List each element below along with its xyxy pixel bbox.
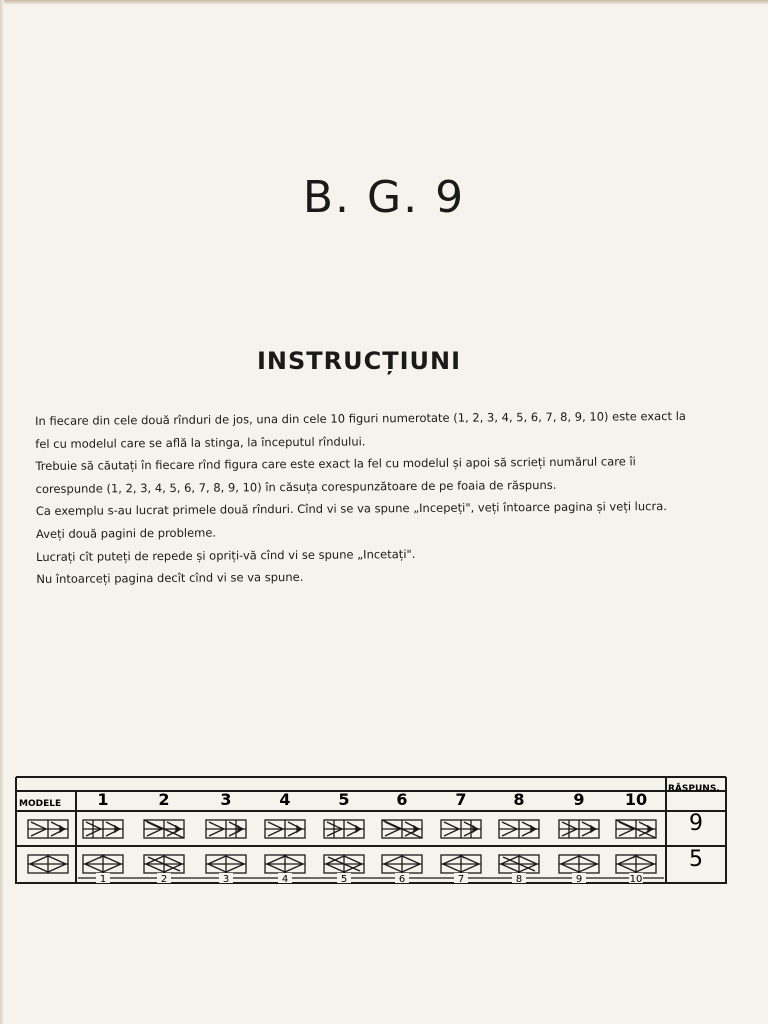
page-title: B. G. 9	[302, 172, 466, 223]
instruction-paragraph: In fiecare din cele două rînduri de jos, una din cele 10 figuri numerotate (1, 2, 3, 4, 5, 6, 7, 8, 9, 10) este exact la fel cu modelul care se află la stinga, la începutul rîndului.	[35, 408, 686, 451]
instruction-paragraph: Lucrați cît puteți de repede și opriți-vă cînd vi se spune „Incetați".	[36, 546, 416, 564]
instructions-heading: INSTRUCȚIUNI	[256, 347, 462, 375]
bottom-number: 8	[515, 874, 523, 884]
column-number: 9	[573, 790, 585, 809]
column-numbers	[97, 790, 647, 809]
triangle-figure-icon	[382, 820, 422, 838]
page-left-edge	[0, 0, 4, 1024]
answer-row-2: 5	[689, 847, 703, 872]
column-number: 5	[338, 790, 350, 809]
instruction-paragraph: Trebuie să căutați în fiecare rînd figura care este exact la fel cu modelul și apoi să scrieți numărul care îi corespunde (1, 2, 3, 4, 5, 6, 7, 8, 9, 10) în căsuța corespunzătoare de pe foaia de răspuns.	[35, 454, 636, 496]
answer-row-1: 9	[689, 811, 703, 836]
bottom-number: 3	[222, 874, 230, 884]
triangle-figure-icon	[441, 820, 481, 838]
answer-label: RĂSPUNS.	[668, 784, 720, 794]
diamond-figure-icon	[441, 855, 481, 873]
bottom-number: 10	[629, 874, 643, 884]
bottom-number: 1	[99, 874, 107, 884]
bottom-number: 5	[340, 874, 348, 884]
triangle-figure-icon	[499, 820, 539, 838]
diamond-figure-icon	[616, 855, 656, 873]
instruction-paragraph: Nu întoarceți pagina decît cînd vi se va spune.	[36, 570, 304, 587]
column-number: 4	[279, 790, 291, 809]
diamond-figure-icon	[28, 855, 68, 873]
diamond-figure-icon	[206, 855, 246, 873]
column-number: 6	[396, 790, 408, 809]
diamond-figure-icon	[382, 855, 422, 873]
diamond-figure-icon	[499, 855, 539, 873]
instruction-paragraph: Ca exemplu s-au lucrat primele două rînduri. Cînd vi se va spune „Incepeți", veți întoarce pagina și veți lucra.	[35, 499, 667, 519]
triangle-figure-icon	[28, 820, 68, 838]
diamond-figure-icon	[265, 855, 305, 873]
triangle-figure-icon	[559, 820, 599, 838]
triangle-figure-icon	[83, 820, 123, 838]
triangle-figure-icon	[265, 820, 305, 838]
page-top-edge	[0, 0, 768, 5]
diamond-figure-icon	[144, 855, 184, 873]
example-table	[15, 776, 727, 884]
column-number: 3	[220, 790, 232, 809]
bottom-number: 6	[398, 874, 406, 884]
triangle-figure-icon	[144, 820, 184, 838]
instructions-text	[35, 405, 696, 591]
column-number: 2	[158, 790, 170, 809]
column-number: 7	[455, 790, 467, 809]
diamond-figure-icon	[324, 855, 364, 873]
bottom-number: 4	[281, 874, 289, 884]
column-number: 8	[513, 790, 525, 809]
column-number: 10	[624, 790, 648, 809]
models-label: MODELE	[19, 799, 62, 809]
column-number: 1	[97, 790, 109, 809]
instruction-paragraph: Aveți două pagini de probleme.	[35, 525, 217, 541]
triangle-figure-icon	[616, 820, 656, 838]
diamond-figure-icon	[559, 855, 599, 873]
example-table-svg	[15, 776, 727, 884]
diamond-figure-icon	[83, 855, 123, 873]
bottom-number: 2	[160, 874, 168, 884]
bottom-number: 7	[457, 874, 465, 884]
bottom-number: 9	[575, 874, 583, 884]
triangle-figure-icon	[206, 820, 246, 838]
triangle-figure-icon	[324, 820, 364, 838]
